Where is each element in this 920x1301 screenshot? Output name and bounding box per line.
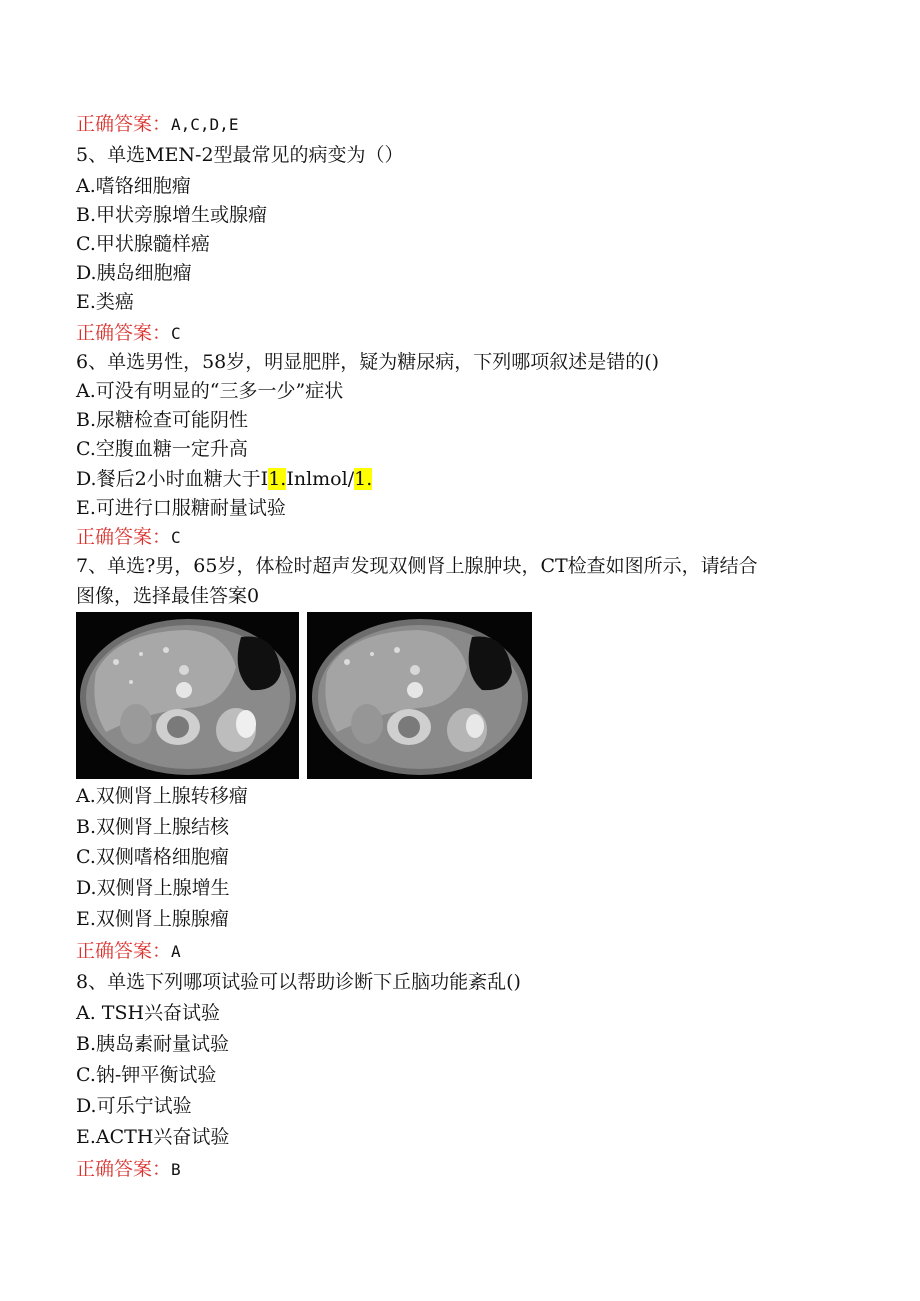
answer-label: 正确答案： [76,526,172,548]
option-e: E.类癌 [76,291,134,313]
option-b: B.甲状旁腺增生或腺瘤 [76,204,268,226]
answer-line-q8 [76,1157,181,1182]
answer-label: 正确答案： [76,113,172,135]
option-d-text: D.餐后2小时血糖大于I [76,468,269,490]
option-d: D.胰岛细胞瘤 [76,262,192,284]
option-d: D.可乐宁试验 [76,1095,192,1117]
answer-value: B [171,1160,181,1179]
option-b: B.双侧肾上腺结核 [76,816,230,838]
option-a: A.嗜铬细胞瘤 [76,175,191,197]
ct-scan-graphic [307,612,532,779]
answer-label: 正确答案： [76,1158,172,1180]
answer-value: A [171,942,181,961]
question-stem-q7-line1: 7、单选?男，65岁，体检时超声发现双侧肾上腺肿块，CT检查如图所示，请结合 [76,555,758,577]
option-e: E.ACTH兴奋试验 [76,1126,230,1148]
answer-label: 正确答案： [76,322,172,344]
option-c: C.钠-钾平衡试验 [76,1064,217,1086]
highlight-mark: 1. [354,468,373,490]
answer-line-q5 [76,321,181,346]
ct-scan-image-right [307,612,532,779]
option-a: A.双侧肾上腺转移瘤 [76,785,248,807]
option-c: C.双侧嗜格细胞瘤 [76,846,229,868]
option-d: D.双侧肾上腺增生 [76,877,230,899]
question-stem-q5: 5、单选MEN-2型最常见的病变为（） [76,144,404,166]
answer-value: A,C,D,E [171,115,239,134]
answer-value: C [171,528,181,547]
option-e: E.可进行口服糖耐量试验 [76,497,286,519]
ct-scan-graphic [76,612,299,779]
option-c: C.空腹血糖一定升高 [76,438,248,460]
option-a: A.可没有明显的“三多一少”症状 [76,380,344,402]
option-c: C.甲状腺髓样癌 [76,233,210,255]
option-d-unit: Inlmol/ [286,468,355,490]
answer-line-q4 [76,112,238,137]
option-a: A. TSH兴奋试验 [76,1002,221,1024]
answer-label: 正确答案： [76,940,172,962]
option-d [76,467,372,491]
option-b: B.胰岛素耐量试验 [76,1033,230,1055]
ct-scan-image-left [76,612,299,779]
question-stem-q7-line2: 图像，选择最佳答案0 [76,585,260,607]
question-stem-q8: 8、单选下列哪项试验可以帮助诊断下丘脑功能紊乱() [76,971,521,993]
answer-line-q7 [76,939,181,964]
question-stem-q6: 6、单选男性，58岁，明显肥胖，疑为糖尿病，下列哪项叙述是错的() [76,351,660,373]
answer-line-q6 [76,525,181,550]
answer-value: C [171,324,181,343]
highlight-mark: 1. [268,468,287,490]
option-b: B.尿糖检查可能阴性 [76,409,249,431]
option-e: E.双侧肾上腺腺瘤 [76,908,229,930]
